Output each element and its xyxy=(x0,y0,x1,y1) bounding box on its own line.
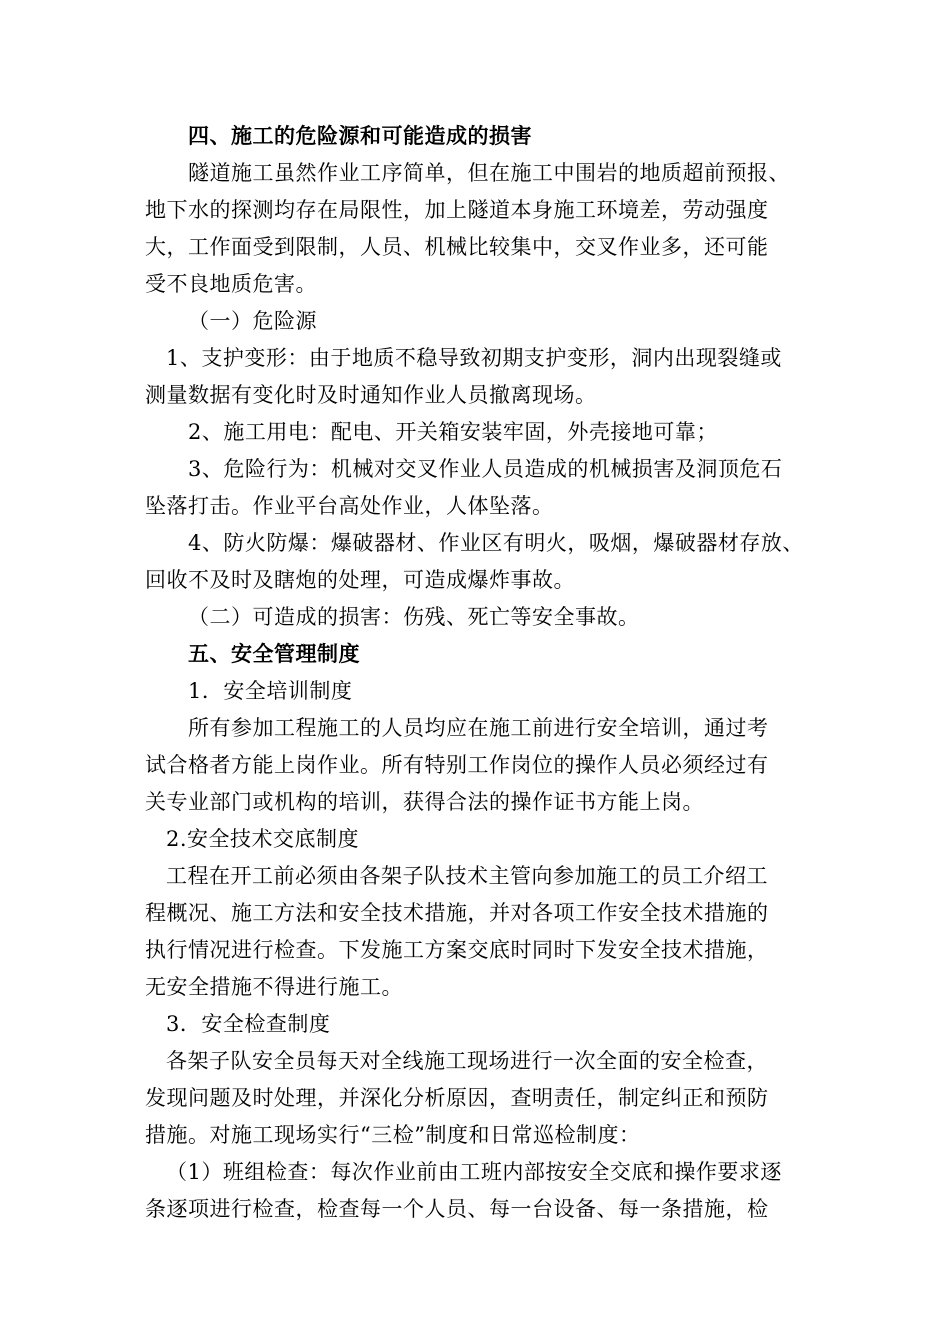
subsection-heading: 1．安全培训制度 xyxy=(188,679,353,703)
subsection-heading: 2.安全技术交底制度 xyxy=(166,827,360,851)
paragraph-line: 测量数据有变化时及时通知作业人员撤离现场。 xyxy=(145,383,597,407)
paragraph-line: 回收不及时及瞎炮的处理，可造成爆炸事故。 xyxy=(145,568,575,592)
paragraph-line: 措施。对施工现场实行“三检”制度和日常巡检制度： xyxy=(145,1123,641,1147)
paragraph-line: 3、危险行为：机械对交叉作业人员造成的机械损害及洞顶危石 xyxy=(188,457,783,481)
paragraph-line: 各架子队安全员每天对全线施工现场进行一次全面的安全检查， xyxy=(166,1049,768,1073)
paragraph-line: 工程在开工前必须由各架子队技术主管向参加施工的员工介绍工 xyxy=(166,864,768,888)
paragraph-line: 所有参加工程施工的人员均应在施工前进行安全培训，通过考 xyxy=(188,716,769,740)
subsection-heading: 3．安全检查制度 xyxy=(166,1012,331,1036)
paragraph-line: 试合格者方能上岗作业。所有特别工作岗位的操作人员必须经过有 xyxy=(145,753,769,777)
paragraph-line: （1）班组检查：每次作业前由工班内部按安全交底和操作要求逐 xyxy=(166,1160,782,1184)
paragraph-line: 条逐项进行检查，检查每一个人员、每一台设备、每一条措施，检 xyxy=(145,1197,769,1221)
section-heading-4: 四、施工的危险源和可能造成的损害 xyxy=(188,123,532,148)
paragraph-line: 大，工作面受到限制，人员、机械比较集中，交叉作业多，还可能 xyxy=(145,235,769,259)
paragraph-line: 4、防火防爆：爆破器材、作业区有明火，吸烟，爆破器材存放、 xyxy=(188,531,804,555)
paragraph-line: 1、支护变形：由于地质不稳导致初期支护变形，洞内出现裂缝或 xyxy=(166,346,782,370)
paragraph-line: 执行情况进行检查。下发施工方案交底时同时下发安全技术措施， xyxy=(145,938,769,962)
paragraph-line: 地下水的探测均存在局限性，加上隧道本身施工环境差，劳动强度 xyxy=(145,198,769,222)
section-heading-5: 五、安全管理制度 xyxy=(188,641,360,666)
paragraph-line: 无安全措施不得进行施工。 xyxy=(145,975,403,999)
paragraph-line: 坠落打击。作业平台高处作业，人体坠落。 xyxy=(145,494,554,518)
paragraph-line: 受不良地质危害。 xyxy=(145,272,317,296)
subsection-heading: （一）危险源 xyxy=(188,309,317,333)
paragraph-line: 程概况、施工方法和安全技术措施，并对各项工作安全技术措施的 xyxy=(145,901,769,925)
paragraph-line: 2、施工用电：配电、开关箱安装牢固，外壳接地可靠； xyxy=(188,420,718,444)
paragraph-line: 关专业部门或机构的培训，获得合法的操作证书方能上岗。 xyxy=(145,790,704,814)
paragraph-line: 隧道施工虽然作业工序简单，但在施工中围岩的地质超前预报、 xyxy=(188,161,790,185)
subsection-heading: （二）可造成的损害：伤残、死亡等安全事故。 xyxy=(188,605,640,629)
paragraph-line: 发现问题及时处理，并深化分析原因，查明责任，制定纠正和预防 xyxy=(145,1086,769,1110)
